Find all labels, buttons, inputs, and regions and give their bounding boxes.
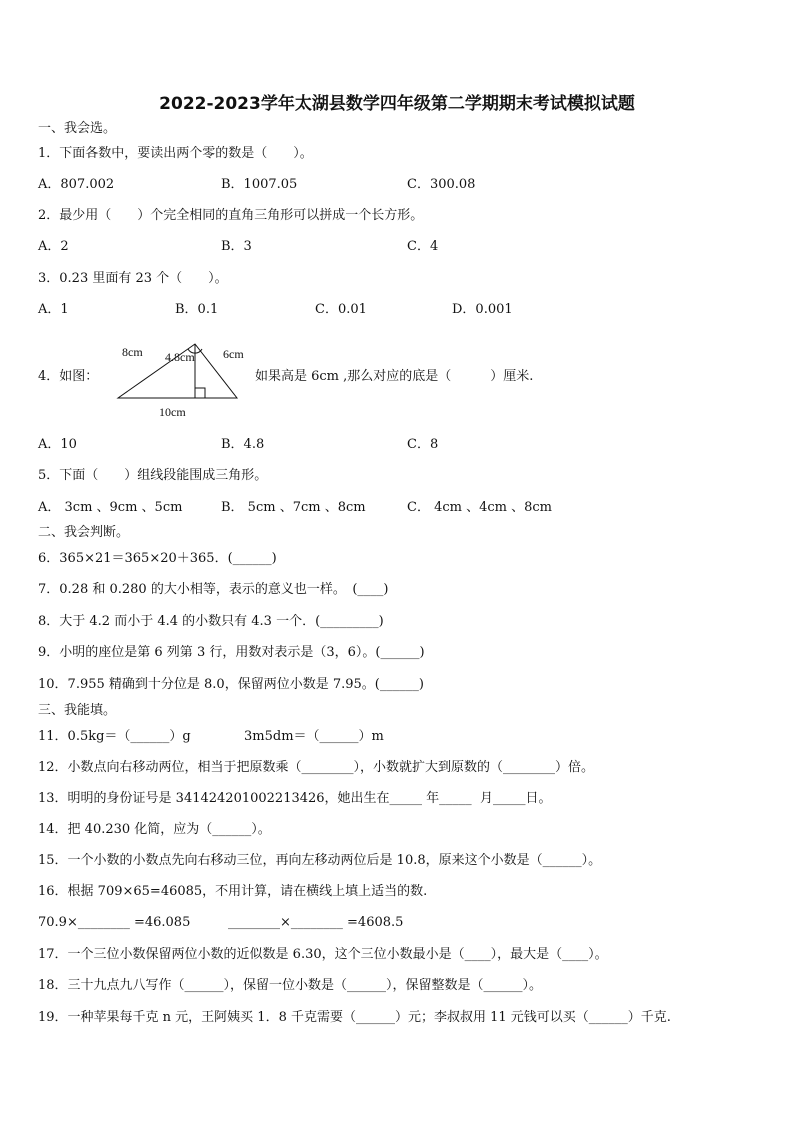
right-side-label: 6cm — [223, 347, 244, 361]
question-4-option-c: C．8 — [407, 437, 439, 452]
question-3-stem: 3．0.23 里面有 23 个（ ）。 — [38, 271, 228, 286]
question-9: 9．小明的座位是第 6 列第 3 行，用数对表示是（3，6）。(______) — [38, 645, 425, 660]
question-7: 7．0.28 和 0.280 的大小相等，表示的意义也一样。 (____) — [38, 582, 389, 597]
question-3-option-c: C．0.01 — [315, 302, 367, 317]
question-3-option-d: D．0.001 — [452, 302, 513, 317]
question-5-option-c: C． 4cm 、4cm 、8cm — [407, 500, 552, 515]
height-right-angle-mark — [195, 388, 205, 398]
question-3-option-b: B．0.1 — [175, 302, 219, 317]
question-5-stem: 5．下面（ ）组线段能围成三角形。 — [38, 468, 268, 483]
question-4-option-b: B．4.8 — [221, 437, 265, 452]
question-14: 14．把 40.230 化简，应为（______）。 — [38, 822, 271, 837]
question-17: 17．一个三位小数保留两位小数的近似数是 6.30，这个三位小数最小是（____），最大是（____）。 — [38, 947, 608, 962]
question-1-option-a: A．807.002 — [38, 177, 115, 192]
question-5-option-b: B． 5cm 、7cm 、8cm — [221, 500, 366, 515]
question-4-lead: 4．如图： — [38, 369, 99, 384]
question-3-option-a: A．1 — [38, 302, 69, 317]
question-2-option-c: C．4 — [407, 239, 439, 254]
question-13: 13．明明的身份证号是 341424201002213426，她出生在_____ 年_____ 月_____日。 — [38, 791, 552, 806]
question-1-stem: 1．下面各数中，要读出两个零的数是（ ）。 — [38, 146, 313, 161]
section-heading-choice: 一、我会选。 — [38, 121, 117, 136]
base-label: 10cm — [159, 405, 186, 419]
question-12: 12．小数点向右移动两位，相当于把原数乘（________），小数就扩大到原数的（________）倍。 — [38, 760, 595, 775]
question-5-option-a: A． 3cm 、9cm 、5cm — [38, 500, 183, 515]
question-11-part-1: 11．0.5kg＝（______）g — [38, 729, 191, 744]
question-1-option-c: C．300.08 — [407, 177, 476, 192]
section-heading-fill: 三、我能填。 — [38, 703, 117, 718]
question-1-option-b: B．1007.05 — [221, 177, 298, 192]
question-16-stem: 16．根据 709×65=46085，不用计算，请在横线上填上适当的数. — [38, 884, 428, 899]
question-19: 19．一种苹果每千克 n 元，王阿姨买 1．8 千克需要（______）元；李叔叔用 11 元钱可以买（______）千克. — [38, 1010, 671, 1025]
question-11-part-2: 3m5dm＝（______）m — [244, 729, 384, 744]
question-8: 8．大于 4.2 而小于 4.4 的小数只有 4.3 一个．(_________) — [38, 614, 384, 629]
question-4-tail: 如果高是 6cm ,那么对应的底是（ ）厘米. — [255, 369, 534, 384]
section-heading-judge: 二、我会判断。 — [38, 525, 130, 540]
question-18: 18．三十九点九八写作（______），保留一位小数是（______），保留整数是（______）。 — [38, 978, 543, 993]
height-label: 4.8cm — [165, 350, 195, 364]
question-2-stem: 2．最少用（ ）个完全相同的直角三角形可以拼成一个长方形。 — [38, 208, 424, 223]
question-2-option-a: A．2 — [38, 239, 69, 254]
question-16-row-a: 70.9×________ =46.085 — [38, 915, 191, 930]
question-6: 6．365×21＝365×20＋365．(______) — [38, 551, 277, 566]
left-side-label: 8cm — [122, 345, 143, 359]
question-15: 15．一个小数的小数点先向右移动三位，再向左移动两位后是 10.8，原来这个小数是（______）。 — [38, 853, 602, 868]
page-title: 2022-2023学年太湖县数学四年级第二学期期末考试模拟试题 — [159, 94, 635, 114]
question-10: 10．7.955 精确到十分位是 8.0，保留两位小数是 7.95。(______) — [38, 677, 424, 692]
question-4-option-a: A．10 — [38, 437, 77, 452]
right-triangle-figure — [112, 338, 252, 426]
question-16-row-b: ________×________ =4608.5 — [228, 915, 404, 930]
question-2-option-b: B．3 — [221, 239, 252, 254]
